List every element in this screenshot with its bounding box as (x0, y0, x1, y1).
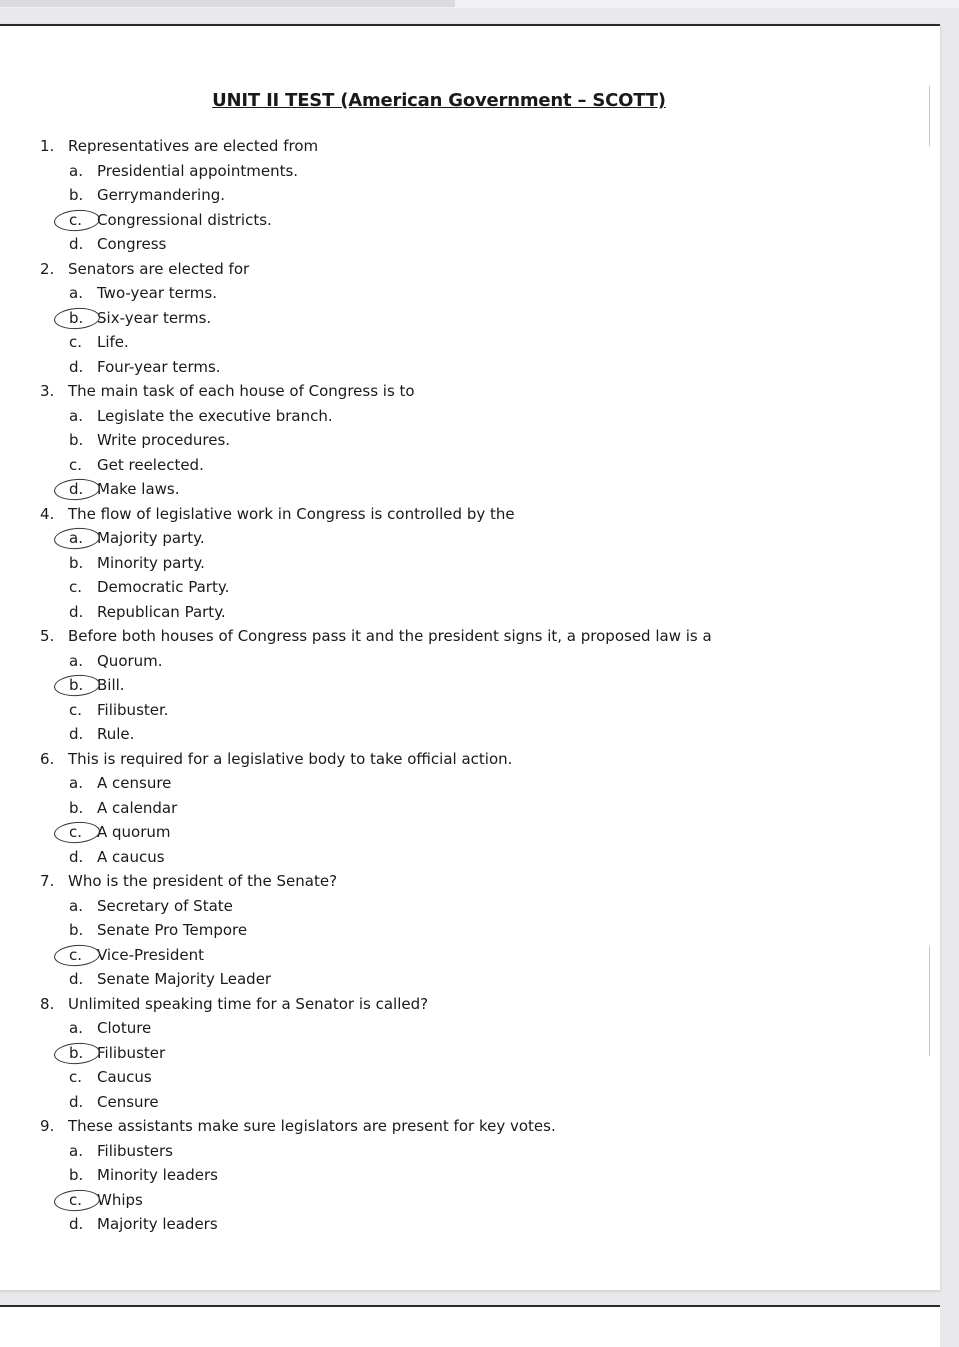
answer-option[interactable] (40, 355, 900, 380)
answer-option[interactable] (40, 967, 900, 992)
answer-option[interactable] (40, 428, 900, 453)
answer-options (40, 771, 900, 869)
answer-option[interactable] (40, 722, 900, 747)
option-text: Presidential appointments. (97, 161, 299, 180)
answer-option-selected[interactable] (40, 820, 900, 845)
viewer-top-strip (0, 0, 959, 8)
answer-option[interactable] (40, 551, 900, 576)
option-letter: a. (69, 526, 97, 551)
answer-options (40, 1016, 900, 1114)
answer-option-selected[interactable] (40, 208, 900, 233)
answer-option-selected[interactable] (40, 526, 900, 551)
option-text: Gerrymandering. (97, 186, 225, 204)
handwritten-answer-circle (53, 673, 100, 697)
answer-option[interactable] (40, 1090, 900, 1115)
answer-options (40, 894, 900, 992)
option-text: Vice-President (97, 945, 204, 964)
question-number: 6. (40, 749, 55, 768)
next-page-edge (0, 1305, 940, 1347)
option-letter: a. (69, 284, 83, 302)
answer-option[interactable] (40, 796, 900, 821)
option-text: Make laws. (97, 480, 180, 498)
option-text: Legislate the executive branch. (97, 406, 333, 425)
question-stem (40, 134, 900, 159)
option-letter: b. (69, 306, 97, 331)
handwritten-answer-circle (53, 820, 100, 844)
question-5 (40, 624, 900, 747)
answer-options (40, 404, 900, 502)
option-letter: c. (69, 455, 83, 474)
option-text: Filibusters (97, 1141, 173, 1160)
question-number: 8. (40, 994, 55, 1013)
option-text: Life. (97, 333, 129, 351)
question-text: Representatives are elected from (68, 137, 319, 155)
answer-option[interactable] (40, 159, 900, 184)
question-text: The main task of each house of Congress is to (68, 382, 415, 400)
question-stem (40, 624, 900, 649)
option-letter: d. (69, 357, 84, 376)
handwritten-answer-circle (53, 1188, 100, 1212)
option-letter: a. (69, 1019, 83, 1037)
answer-option-selected[interactable] (40, 943, 900, 968)
option-text: Caucus (97, 1068, 152, 1086)
answer-options (40, 526, 900, 624)
answer-option[interactable] (40, 453, 900, 478)
scan-edge-mark (929, 86, 930, 146)
question-number: 7. (40, 872, 55, 890)
option-letter: b. (69, 921, 84, 939)
option-letter: b. (69, 431, 84, 449)
option-letter: b. (69, 673, 97, 698)
question-4 (40, 502, 900, 625)
option-text: A quorum (97, 823, 171, 841)
answer-option-selected[interactable] (40, 1041, 900, 1066)
option-letter: d. (69, 1215, 84, 1233)
option-text: Republican Party. (97, 602, 226, 621)
option-text: Filibuster (97, 1043, 166, 1062)
question-stem (40, 257, 900, 282)
option-letter: d. (69, 725, 84, 743)
option-text: Minority party. (97, 553, 205, 572)
document-page (0, 24, 940, 1290)
question-text: The flow of legislative work in Congress is controlled by the (68, 504, 515, 523)
question-text: Before both houses of Congress pass it and the president signs it, a proposed law is a (68, 627, 712, 645)
viewer-tab[interactable] (0, 0, 455, 7)
question-stem (40, 992, 900, 1017)
answer-options (40, 1139, 900, 1237)
question-number: 1. (40, 137, 55, 155)
option-text: Filibuster. (97, 700, 169, 719)
handwritten-answer-circle (53, 477, 100, 501)
answer-options (40, 281, 900, 379)
answer-option[interactable] (40, 1139, 900, 1164)
option-text: Majority leaders (97, 1215, 218, 1233)
option-letter: c. (69, 333, 83, 351)
question-number: 3. (40, 382, 55, 400)
option-text: Minority leaders (97, 1166, 218, 1184)
answer-option[interactable] (40, 404, 900, 429)
question-2 (40, 257, 900, 380)
option-letter: c. (69, 820, 97, 845)
question-text: Who is the president of the Senate? (68, 872, 338, 890)
option-letter: b. (69, 553, 84, 572)
question-number: 9. (40, 1117, 55, 1135)
answer-option[interactable] (40, 1163, 900, 1188)
answer-option-selected[interactable] (40, 1188, 900, 1213)
answer-option[interactable] (40, 281, 900, 306)
question-list (40, 134, 900, 1237)
option-text: Senate Majority Leader (97, 970, 272, 988)
option-letter: c. (69, 578, 83, 596)
question-7 (40, 869, 900, 992)
option-letter: b. (69, 798, 84, 817)
answer-option[interactable] (40, 894, 900, 919)
option-letter: a. (69, 161, 83, 180)
option-letter: d. (69, 235, 84, 253)
question-number: 4. (40, 504, 55, 523)
option-letter: b. (69, 1166, 84, 1184)
option-letter: d. (69, 477, 97, 502)
answer-option[interactable] (40, 771, 900, 796)
handwritten-answer-circle (53, 943, 100, 967)
scan-edge-mark (929, 946, 930, 1056)
answer-option-selected[interactable] (40, 673, 900, 698)
question-1 (40, 134, 900, 257)
option-text: A calendar (97, 798, 178, 817)
question-text: This is required for a legislative body to take official action. (68, 749, 513, 768)
option-text: Majority party. (97, 529, 205, 547)
option-letter: c. (69, 1188, 97, 1213)
answer-option[interactable] (40, 918, 900, 943)
option-letter: a. (69, 774, 83, 792)
option-text: Get reelected. (97, 455, 204, 474)
option-text: Bill. (97, 676, 125, 694)
option-letter: b. (69, 1041, 97, 1066)
option-text: Congressional districts. (97, 210, 272, 229)
option-text: Censure (97, 1092, 159, 1111)
option-letter: a. (69, 406, 83, 425)
question-number: 5. (40, 627, 55, 645)
question-text: These assistants make sure legislators are present for key votes. (68, 1117, 556, 1135)
option-text: Rule. (97, 725, 135, 743)
question-number: 2. (40, 259, 55, 278)
option-text: A censure (97, 774, 172, 792)
answer-option[interactable] (40, 183, 900, 208)
option-text: Quorum. (97, 651, 163, 670)
option-text: Senate Pro Tempore (97, 921, 248, 939)
question-stem (40, 869, 900, 894)
option-letter: a. (69, 1141, 83, 1160)
option-text: Congress (97, 235, 167, 253)
question-text: Unlimited speaking time for a Senator is called? (68, 994, 429, 1013)
answer-options (40, 159, 900, 257)
handwritten-answer-circle (53, 306, 100, 330)
option-text: Six-year terms. (97, 308, 212, 327)
answer-option[interactable] (40, 1016, 900, 1041)
answer-option[interactable] (40, 1212, 900, 1237)
option-letter: a. (69, 896, 83, 915)
option-text: Cloture (97, 1019, 152, 1037)
option-letter: c. (69, 1068, 83, 1086)
answer-option[interactable] (40, 845, 900, 870)
option-text: Democratic Party. (97, 578, 230, 596)
option-letter: d. (69, 847, 84, 866)
option-text: Secretary of State (97, 896, 233, 915)
option-letter: d. (69, 602, 84, 621)
option-letter: c. (69, 700, 83, 719)
answer-option[interactable] (40, 232, 900, 257)
question-text: Senators are elected for (68, 259, 250, 278)
answer-option[interactable] (40, 600, 900, 625)
question-9 (40, 1114, 900, 1237)
answer-option[interactable] (40, 1065, 900, 1090)
answer-option[interactable] (40, 330, 900, 355)
question-stem (40, 379, 900, 404)
question-stem (40, 747, 900, 772)
page-title: UNIT II TEST (American Government – SCOTT) (212, 90, 666, 111)
option-letter: c. (69, 208, 97, 233)
handwritten-answer-circle (53, 208, 100, 232)
option-text: Write procedures. (97, 431, 231, 449)
option-text: Four-year terms. (97, 357, 221, 376)
question-3 (40, 379, 900, 502)
answer-option-selected[interactable] (40, 306, 900, 331)
option-text: Two-year terms. (97, 284, 217, 302)
option-letter: a. (69, 651, 83, 670)
option-letter: b. (69, 186, 84, 204)
question-8 (40, 992, 900, 1115)
option-letter: d. (69, 1092, 84, 1111)
option-text: A caucus (97, 847, 165, 866)
question-stem (40, 1114, 900, 1139)
answer-option[interactable] (40, 649, 900, 674)
question-6 (40, 747, 900, 870)
option-letter: c. (69, 943, 97, 968)
answer-options (40, 649, 900, 747)
answer-option[interactable] (40, 575, 900, 600)
option-text: Whips (97, 1190, 143, 1209)
handwritten-answer-circle (53, 526, 100, 550)
answer-option-selected[interactable] (40, 477, 900, 502)
handwritten-answer-circle (53, 1041, 100, 1065)
question-stem (40, 502, 900, 527)
answer-option[interactable] (40, 698, 900, 723)
option-letter: d. (69, 970, 84, 988)
